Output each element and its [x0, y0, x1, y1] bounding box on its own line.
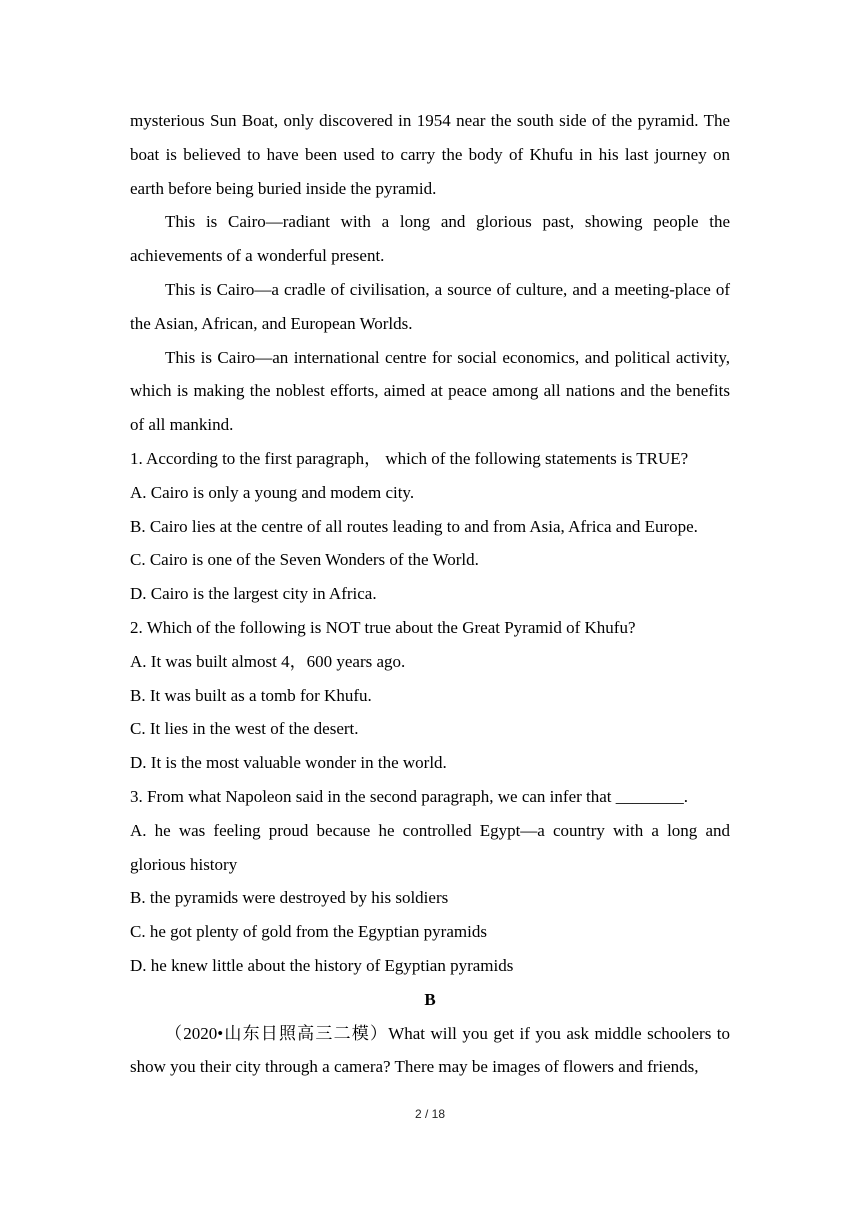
option-d: D. Cairo is the largest city in Africa.: [130, 584, 377, 604]
option-a: A. Cairo is only a young and modem city.: [130, 482, 415, 502]
option-b: B. It was built as a tomb for Khufu.: [130, 685, 372, 705]
option-c: C. he got plenty of gold from the Egyptian pyramids: [130, 922, 487, 942]
option-c: C. It lies in the west of the desert.: [130, 719, 359, 739]
option-a: A. he was feeling proud because he controlled Egypt—a country with a long and glorious history: [130, 820, 730, 874]
question-2: [130, 611, 730, 780]
question-3: [130, 780, 730, 983]
page-number: 2 / 18: [414, 1107, 446, 1121]
question-stem: 3. From what Napoleon said in the second paragraph, we can infer that ________.: [130, 786, 689, 806]
question-stem: 1. According to the first paragraph， which of the following statements is TRUE?: [130, 448, 689, 468]
document-page: [130, 104, 730, 1084]
question-stem: 2. Which of the following is NOT true about the Great Pyramid of Khufu?: [130, 617, 636, 637]
section-heading: B: [424, 989, 436, 1009]
question-1: [130, 442, 730, 611]
passage-paragraph-cairo-past: This is Cairo—radiant with a long and glorious past, showing people the achievements of a wonderful present.: [130, 212, 730, 266]
passage-paragraph-cairo-cradle: This is Cairo—a cradle of civilisation, a source of culture, and a meeting-place of the Asian, African, and European Worlds.: [130, 279, 730, 333]
passage-paragraph-cairo-centre: This is Cairo—an international centre for social economics, and political activity, which is making the noblest efforts, aimed at peace among all nations and the benefits of all mankind.: [130, 347, 730, 435]
option-d: D. he knew little about the history of Egyptian pyramids: [130, 955, 514, 975]
option-d: D. It is the most valuable wonder in the world.: [130, 753, 447, 773]
option-b: B. the pyramids were destroyed by his soldiers: [130, 888, 449, 908]
passage-continuation: mysterious Sun Boat, only discovered in 1954 near the south side of the pyramid. The boat is believed to have been used to carry the body of Khufu in his last journey on earth before being buried inside the pyramid.: [130, 111, 730, 198]
section-b-intro: （2020•山东日照高三二模）What will you get if you ask middle schoolers to show you their city through a camera? There may be images of flowers and friends,: [130, 1023, 730, 1077]
option-a: A. It was built almost 4，600 years ago.: [130, 651, 406, 671]
option-c: C. Cairo is one of the Seven Wonders of the World.: [130, 550, 479, 570]
option-b: B. Cairo lies at the centre of all routes leading to and from Asia, Africa and Europe.: [130, 516, 698, 536]
